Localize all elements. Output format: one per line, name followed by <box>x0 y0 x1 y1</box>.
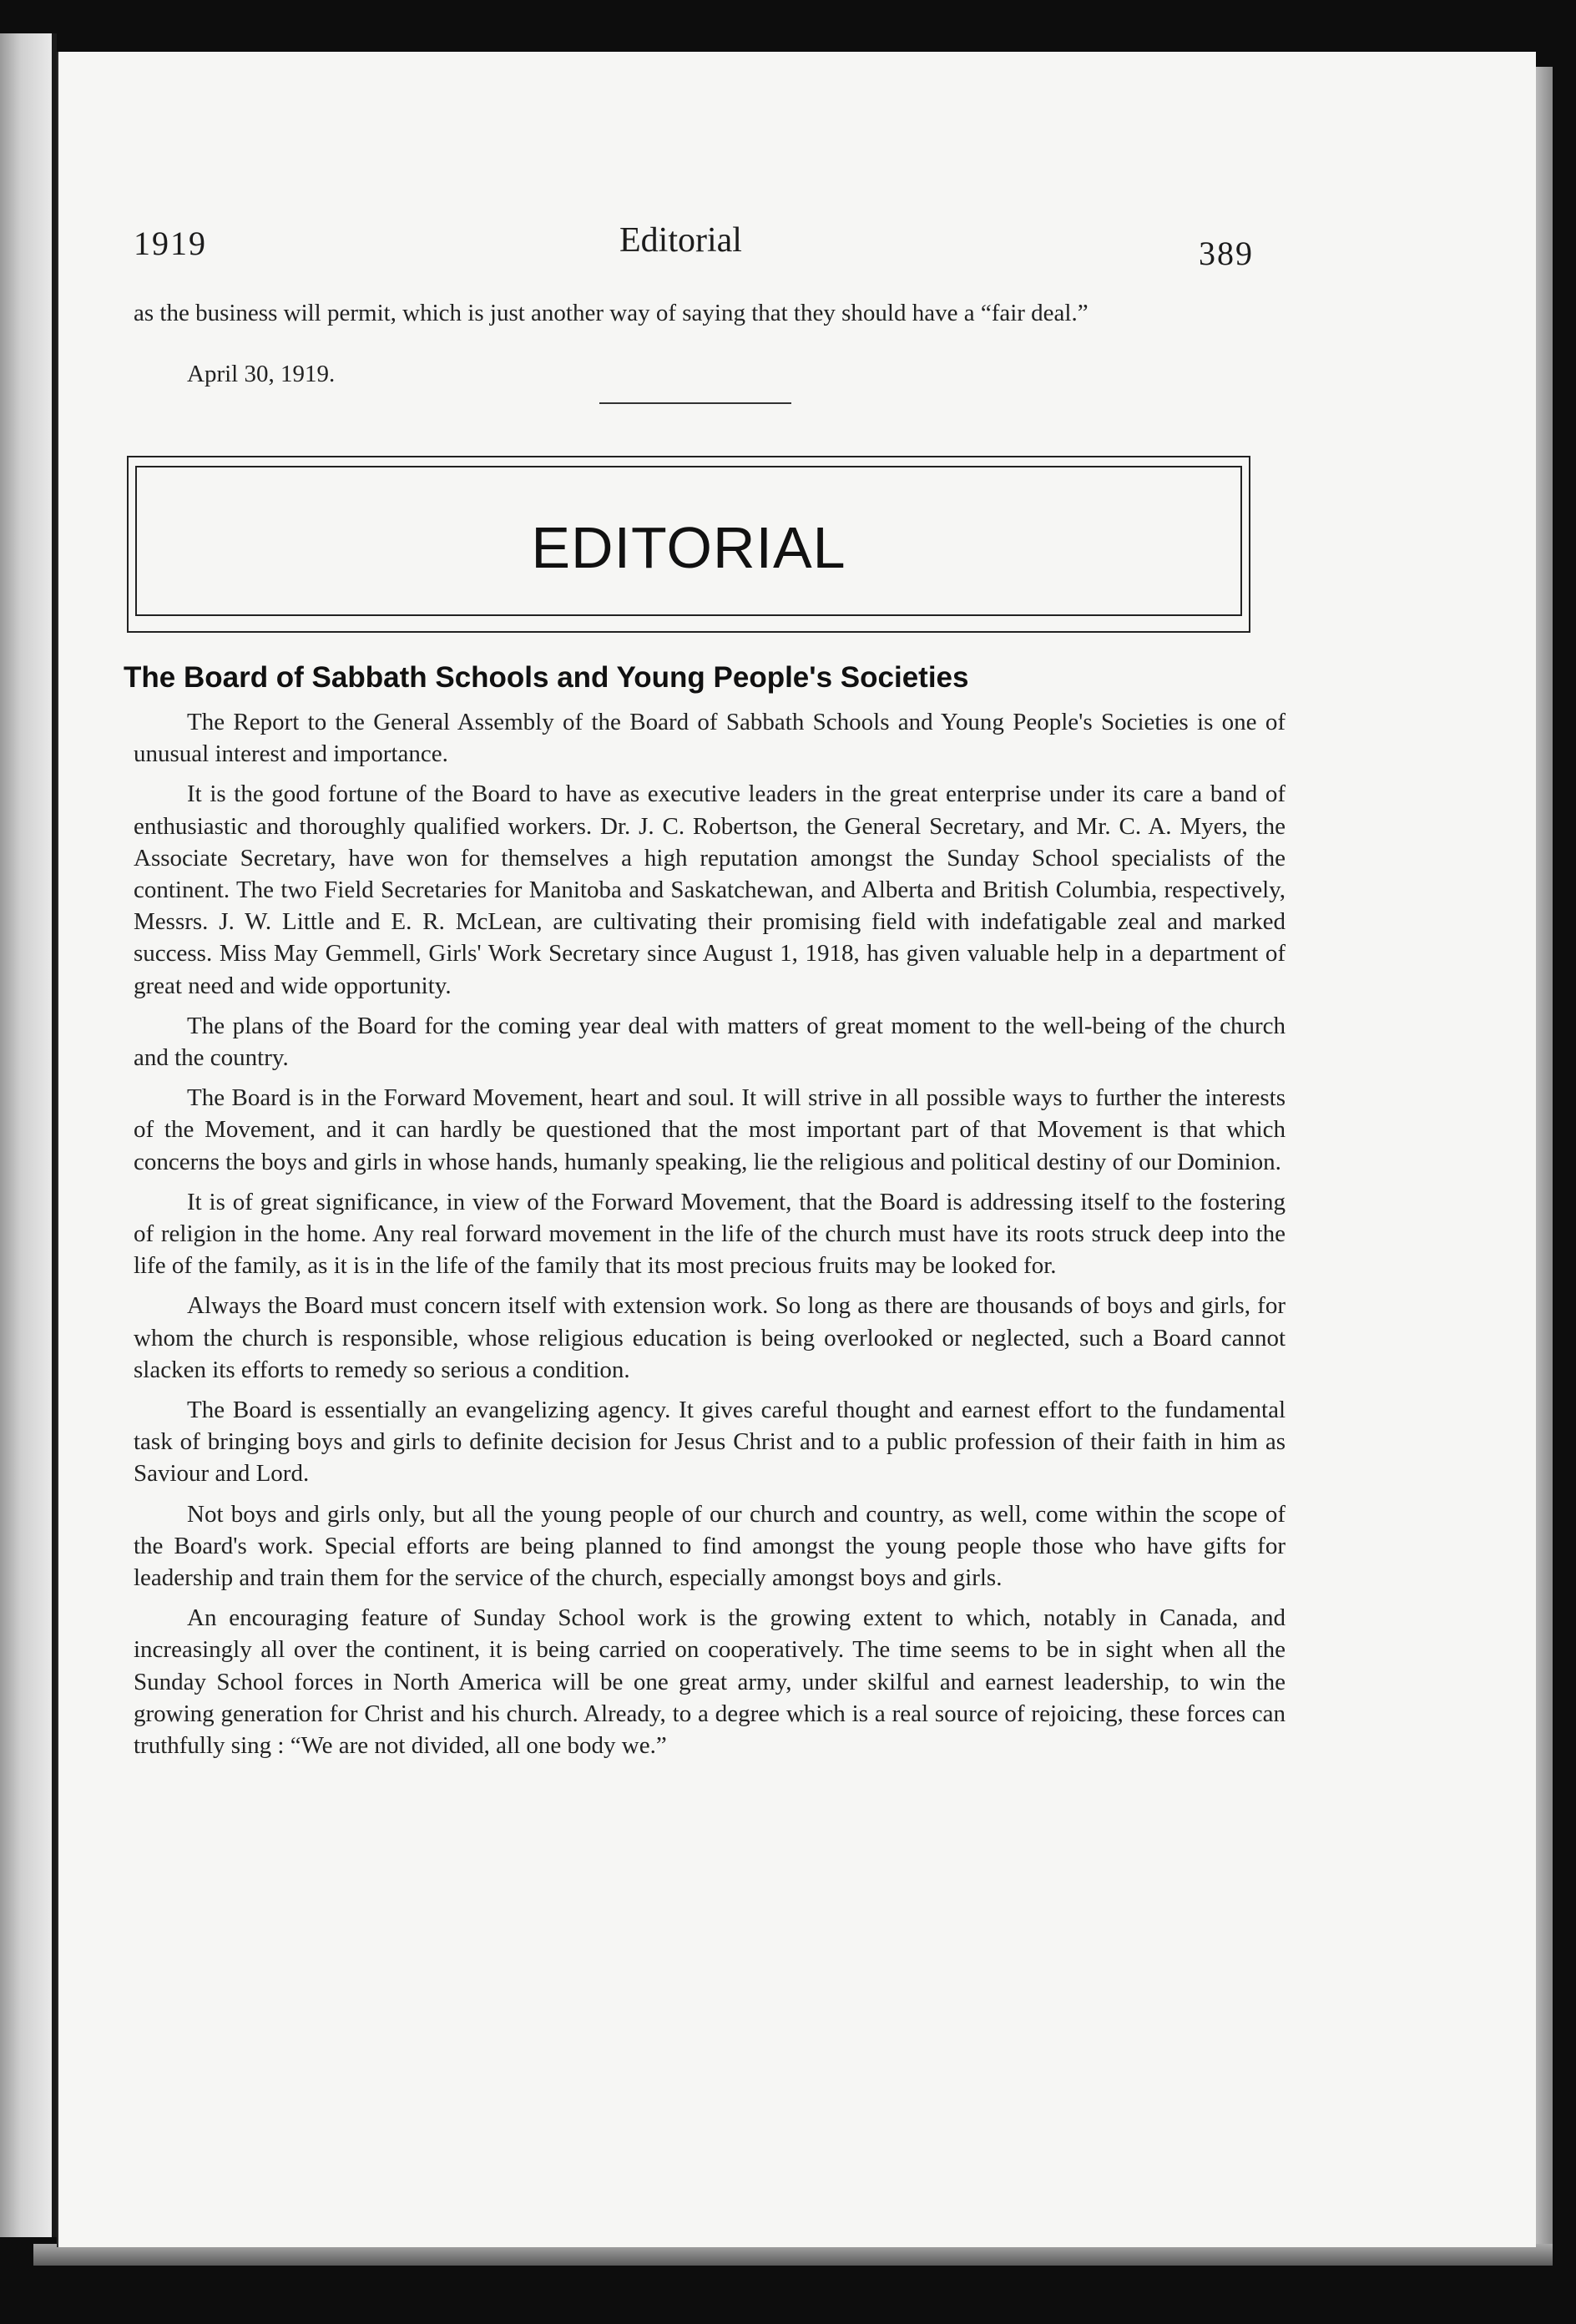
paragraph: The Board is essentially an evangelizing agency. It gives careful thought and earnest effort to the fundamental task of bringing boys and girls to definite decision for Jesus Christ and to a public profession of their faith in him as Saviour and Lord. <box>134 1397 1286 1488</box>
banner-title: EDITORIAL <box>531 515 846 580</box>
running-head <box>0 221 1576 274</box>
paragraph: Not boys and girls only, but all the young people of our church and country, as well, come within the scope of the Board's work. Special efforts are being planned to find amongst the young people those who have gifts for leadership and train them for the service of the church, especially amongst boys and girls. <box>134 1500 1286 1592</box>
article-heading: The Board of Sabbath Schools and Young People's Societies <box>124 661 969 694</box>
banner-inner-frame <box>135 466 1242 616</box>
paragraph: It is of great significance, in view of the Forward Movement, that the Board is addressing itself to the fostering of religion in the home. Any real forward movement in the life of the church must have its roots struck deep into the life of the family, as it is in the life of the family that its most precious fruits may be looked for. <box>134 1188 1286 1280</box>
continued-text: as the business will permit, which is just another way of saying that they should have a “fair deal.” <box>134 300 1089 326</box>
paragraph: An encouraging feature of Sunday School work is the growing extent to which, notably in Canada, and increasingly all over the continent, it is being carried on cooperatively. The time seems to be in sight when all the Sunday School forces in North America will be one great army, under skilful and earnest leadership, to win the growing generation for Christ and his church. Already, to a degree which is a real source of rejoicing, these forces can truthfully sing : “We are not divided, all one body we.” <box>134 1604 1286 1760</box>
editorial-banner <box>127 456 1250 633</box>
article-body <box>134 706 1286 1761</box>
header-title: Editorial <box>619 221 742 260</box>
page-edge-right <box>1534 67 1553 2254</box>
header-year: 1919 <box>134 225 207 262</box>
dateline: April 30, 1919. <box>187 361 336 387</box>
paragraph: The Board is in the Forward Movement, heart and soul. It will strive in all possible ways to further the interests of the Movement, and it can hardly be questioned that the most important part of that Movement is that which concerns the boys and girls in whose hands, humanly speaking, lie the religious and political destiny of our Dominion. <box>134 1084 1286 1175</box>
paragraph: The plans of the Board for the coming year deal with matters of great moment to the well-being of the church and the country. <box>134 1012 1286 1072</box>
facing-page-edge <box>0 33 57 2237</box>
page-number: 389 <box>1199 235 1254 272</box>
paragraph: It is the good fortune of the Board to have as executive leaders in the great enterprise under its care a band of enthusiastic and thoroughly qualified workers. Dr. J. C. Robertson, the General Secretary, and Mr. C. A. Myers, the Associate Secretary, have won for themselves a high reputation amongst the Sunday School specialists of the continent. The two Field Secretaries for Manitoba and Saskatchewan, and Alberta and British Columbia, respectively, Messrs. J. W. Little and E. R. McLean, are cultivating their promising field with indefatigable zeal and marked success. Miss May Gemmell, Girls' Work Secretary since August 1, 1918, has given valuable help in a department of great need and wide opportunity. <box>134 781 1286 999</box>
paragraph: The Report to the General Assembly of the Board of Sabbath Schools and Young People's Societies is one of unusual interest and importance. <box>134 709 1286 768</box>
section-rule <box>599 402 791 404</box>
paragraph: Always the Board must concern itself with extension work. So long as there are thousands of boys and girls, for whom the church is responsible, whose religious education is being overlooked or neglected, such a Board cannot slacken its efforts to remedy so serious a condition. <box>134 1292 1286 1383</box>
